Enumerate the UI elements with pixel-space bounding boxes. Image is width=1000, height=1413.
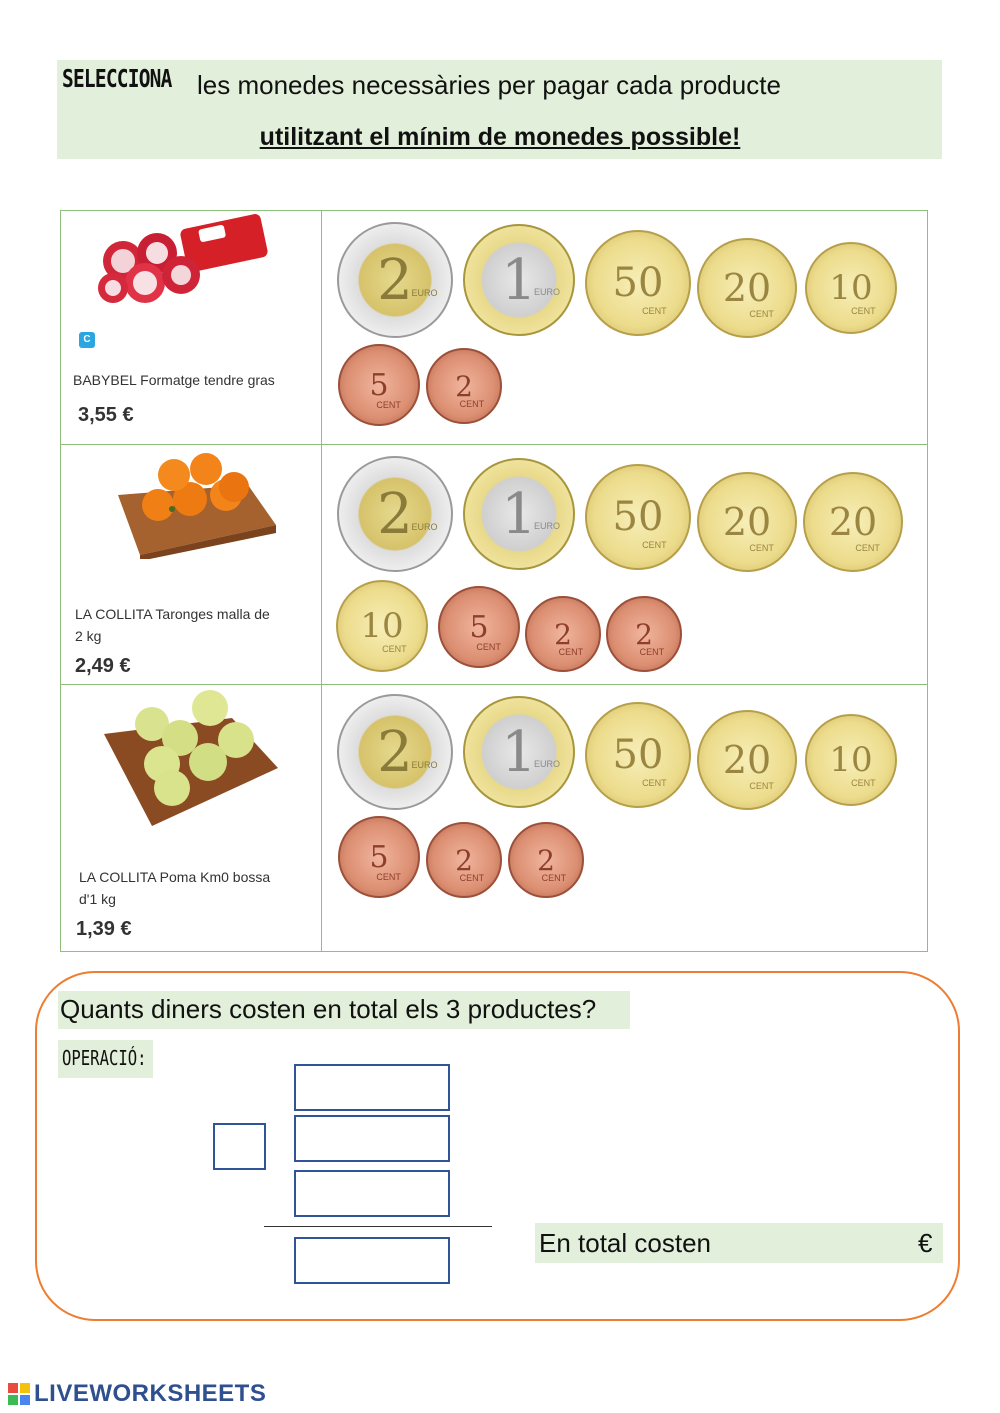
product-badge-icon: C	[79, 332, 95, 348]
euro-symbol: €	[918, 1228, 933, 1258]
product-name: LA COLLITA Poma Km0 bossa	[79, 869, 271, 885]
instruction-keyword: SELECCIONA	[62, 64, 172, 93]
two-cent-coin[interactable]: 2 CENT	[426, 822, 502, 898]
ten-cent-coin[interactable]: 10 CENT	[805, 714, 897, 806]
apples-product-image	[100, 688, 280, 830]
five-cent-coin[interactable]: 5 CENT	[338, 344, 420, 426]
two-euro-coin[interactable]: 2 EURO	[337, 456, 453, 572]
product-name: BABYBEL Formatge tendre gras	[73, 372, 275, 388]
two-euro-coin[interactable]: 2 EURO	[337, 222, 453, 338]
coin-unit-label: CENT	[642, 305, 667, 316]
addend-input-3[interactable]	[294, 1170, 450, 1217]
coin-unit-label: EURO	[411, 521, 438, 532]
two-cent-coin[interactable]: 2 CENT	[606, 596, 682, 672]
coin-unit-label: CENT	[642, 777, 667, 788]
coin-unit-label: EURO	[534, 759, 561, 770]
instruction-subtitle: utilitzant el mínim de monedes possible!	[259, 123, 741, 151]
liveworksheets-logo-icon	[8, 1383, 30, 1405]
twenty-cent-coin[interactable]: 20 CENT	[697, 472, 797, 572]
two-cent-coin[interactable]: 2 CENT	[426, 348, 502, 424]
coin-unit-label: CENT	[855, 542, 880, 553]
total-question: Quants diners costen en total els 3 productes?	[60, 994, 597, 1024]
table-divider	[321, 210, 322, 952]
two-cent-coin[interactable]: 2 CENT	[508, 822, 584, 898]
instruction-text: les monedes necessàries per pagar cada producte	[197, 70, 781, 100]
coin-unit-label: EURO	[534, 521, 561, 532]
coin-unit-label: CENT	[639, 647, 665, 658]
addend-input-1[interactable]	[294, 1064, 450, 1111]
coin-unit-label: CENT	[459, 399, 485, 410]
fifty-cent-coin[interactable]: 50 CENT	[585, 230, 691, 336]
product-price: 3,55 €	[78, 404, 134, 426]
coin-unit-label: CENT	[558, 647, 584, 658]
product-name: LA COLLITA Taronges malla de	[75, 606, 270, 622]
coin-unit-label: EURO	[411, 287, 438, 298]
two-cent-coin[interactable]: 2 CENT	[525, 596, 601, 672]
coin-unit-label: CENT	[376, 871, 401, 882]
two-euro-coin[interactable]: 2 EURO	[337, 694, 453, 810]
addend-input-2[interactable]	[294, 1115, 450, 1162]
fifty-cent-coin[interactable]: 50 CENT	[585, 702, 691, 808]
product-price: 1,39 €	[76, 918, 132, 940]
twenty-cent-coin[interactable]: 20 CENT	[803, 472, 903, 572]
one-euro-coin[interactable]: 1 EURO	[463, 224, 575, 336]
cheese-product-image	[95, 213, 275, 308]
coin-unit-label: CENT	[476, 641, 501, 652]
product-name-line2: d'1 kg	[79, 891, 116, 907]
coin-unit-label: CENT	[749, 780, 774, 791]
one-euro-coin[interactable]: 1 EURO	[463, 458, 575, 570]
coin-unit-label: CENT	[382, 644, 407, 655]
twenty-cent-coin[interactable]: 20 CENT	[697, 710, 797, 810]
oranges-product-image	[98, 447, 278, 559]
table-divider	[60, 684, 928, 685]
coin-unit-label: CENT	[749, 542, 774, 553]
coin-unit-label: CENT	[749, 308, 774, 319]
table-divider	[60, 444, 928, 445]
ten-cent-coin[interactable]: 10 CENT	[336, 580, 428, 672]
coin-unit-label: CENT	[459, 873, 485, 884]
coin-unit-label: CENT	[851, 306, 876, 317]
coin-unit-label: CENT	[541, 873, 567, 884]
coin-unit-label: EURO	[411, 759, 438, 770]
sum-line	[264, 1226, 492, 1227]
product-name-line2: 2 kg	[75, 628, 102, 644]
ten-cent-coin[interactable]: 10 CENT	[805, 242, 897, 334]
footer-brand[interactable]: LIVEWORKSHEETS	[34, 1380, 267, 1407]
product-price: 2,49 €	[75, 655, 131, 677]
operation-label: OPERACIÓ:	[62, 1046, 147, 1070]
coin-unit-label: EURO	[534, 287, 561, 298]
fifty-cent-coin[interactable]: 50 CENT	[585, 464, 691, 570]
total-label: En total costen	[539, 1228, 711, 1258]
operator-input[interactable]	[213, 1123, 266, 1170]
five-cent-coin[interactable]: 5 CENT	[438, 586, 520, 668]
coin-unit-label: CENT	[642, 539, 667, 550]
five-cent-coin[interactable]: 5 CENT	[338, 816, 420, 898]
coin-unit-label: CENT	[376, 399, 401, 410]
one-euro-coin[interactable]: 1 EURO	[463, 696, 575, 808]
result-input[interactable]	[294, 1237, 450, 1284]
twenty-cent-coin[interactable]: 20 CENT	[697, 238, 797, 338]
coin-unit-label: CENT	[851, 778, 876, 789]
